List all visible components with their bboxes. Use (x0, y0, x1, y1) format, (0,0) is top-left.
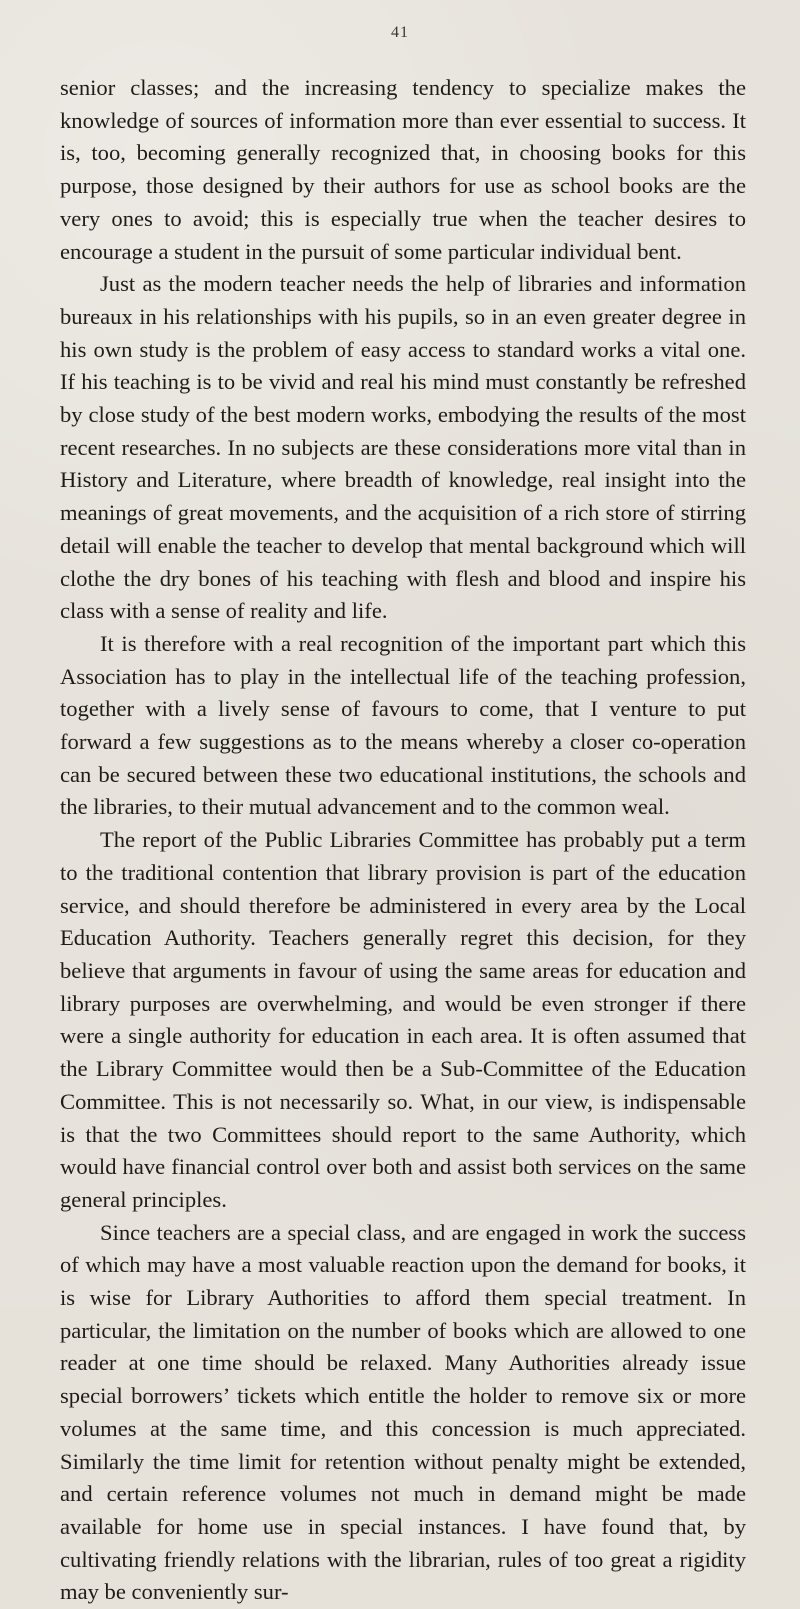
paragraph-4: The report of the Public Libraries Committee has probably put a term to the traditional contention that library provision is part of the education service, and should therefore be administered in every area by the Local Education Authority. Teachers generally regret this decision, for they believe that arguments in favour of using the same areas for education and library purposes are overwhelming, and would be even stronger if there were a single authority for education in each area. It is often assumed that the Library Committee would then be a Sub-Committee of the Education Committee. This is not necessarily so. What, in our view, is indispensable is that the two Committees should report to the same Authority, which would have financial control over both and assist both services on the same general principles. (60, 827, 746, 1212)
paragraph-2: Just as the modern teacher needs the help of libraries and information bureaux in his relationships with his pupils, so in an even greater degree in his own study is the problem of easy access to standard works a vital one. If his teaching is to be vivid and real his mind must constantly be refreshed by close study of the best modern works, embodying the results of the most recent researches. In no subjects are these considerations more vital than in History and Literature, where breadth of knowledge, real insight into the meanings of great movements, and the acquisition of a rich store of stirring detail will enable the teacher to develop that mental background which will clothe the dry bones of his teaching with flesh and blood and inspire his class with a sense of reality and life. (60, 271, 746, 624)
paragraph-3: It is therefore with a real recognition of the important part which this Association has to play in the intellectual life of the teaching profession, together with a lively sense of favours to come, that I venture to put forward a few suggestions as to the means whereby a closer co-operation can be secured between these two educational institutions, the schools and the libraries, to their mutual advancement and to the common weal. (60, 630, 746, 820)
page-number: 41 (391, 24, 409, 41)
paragraph-5: Since teachers are a special class, and are engaged in work the success of which may have a most valuable reaction upon the demand for books, it is wise for Library Authorities to afford them special treatment. In particular, the limitation on the number of books which are allowed to one reader at one time should be relaxed. Many Authorities already issue special borrowers’ tickets which entitle the holder to remove six or more volumes at the same time, and this concession is much appreciated. Similarly the time limit for retention without penalty might be extended, and certain reference volumes not much in demand might be made available for home use in special instances. I have found that, by cultivating friendly relations with the librarian, rules of too great a rigidity may be conveniently sur- (60, 1219, 746, 1605)
body-text (60, 72, 746, 1609)
paragraph-1: senior classes; and the increasing tendency to specialize makes the knowledge of sources of information more than ever essential to success. It is, too, becoming generally recognized that, in choosing books for this purpose, those designed by their authors for use as school books are the very ones to avoid; this is especially true when the teacher desires to encourage a student in the pursuit of some particular individual bent. (60, 75, 746, 264)
